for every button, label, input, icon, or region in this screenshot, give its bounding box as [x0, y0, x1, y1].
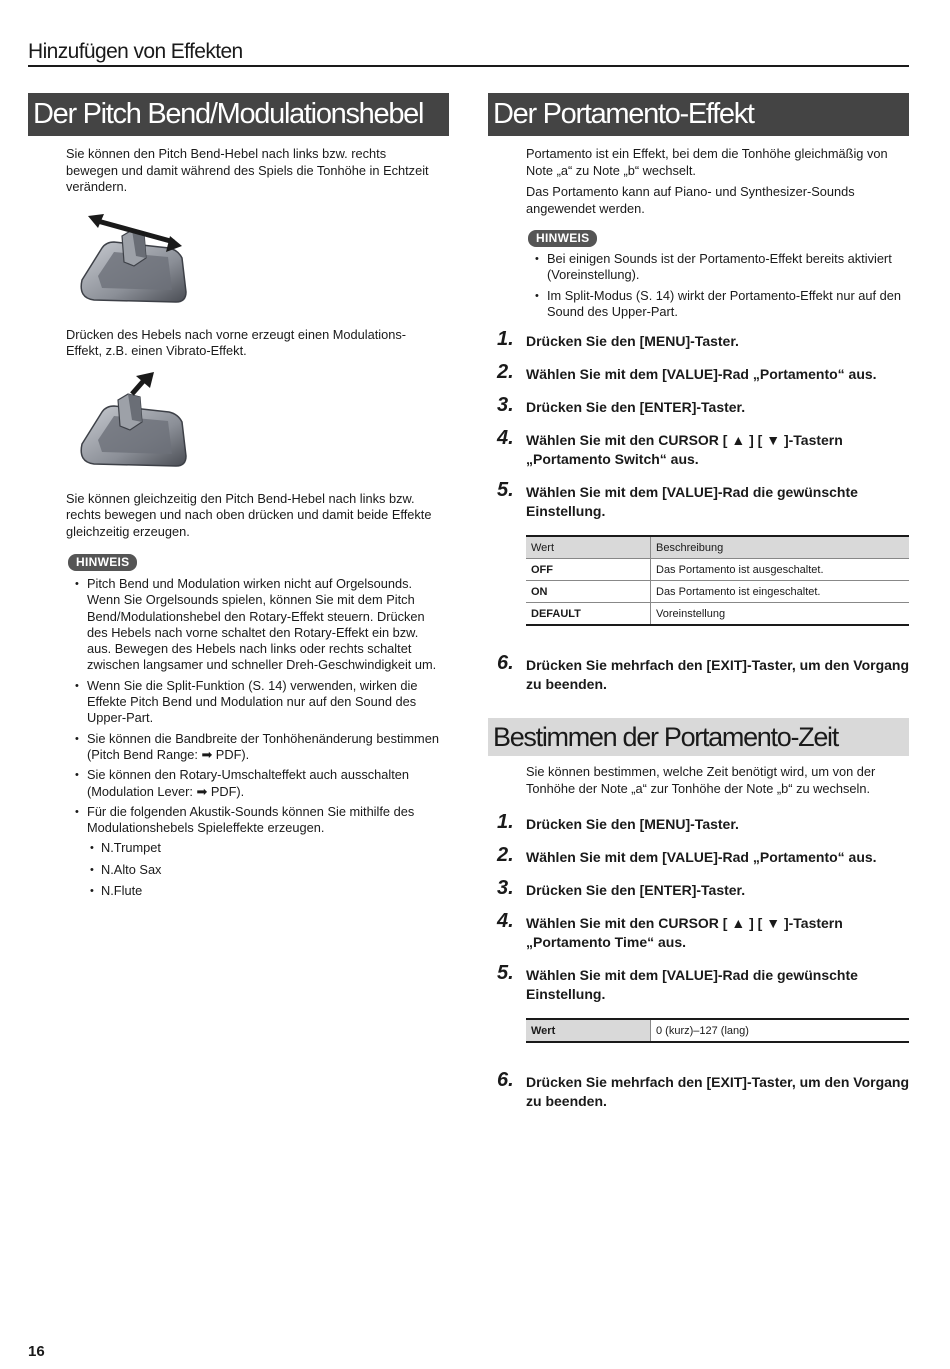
note-block-portamento — [488, 229, 909, 320]
portamento-time-intro: Sie können bestimmen, welche Zeit benötigt wird, um von der Tonhöhe der Note „a“ zur Tonhöhe der Note „b“ zu wechseln. — [526, 764, 876, 796]
lever-push-illustration — [74, 372, 194, 472]
step-item: 2. Wählen Sie mit dem [VALUE]-Rad „Portamento“ aus. — [497, 844, 877, 867]
step-item: 1. Drücken Sie den [MENU]-Taster. — [497, 328, 739, 351]
list-item: • Für die folgenden Akustik-Sounds können Sie mithilfe des Modulationshebels Spieleffekte erzeugen. — [68, 804, 441, 837]
section-title-portamento: Der Portamento-Effekt — [488, 93, 909, 136]
portamento-applicability: Das Portamento kann auf Piano- und Synthesizer-Sounds angewendet werden. — [526, 184, 855, 216]
list-item: • N.Trumpet — [68, 840, 449, 856]
table-header-row — [526, 536, 909, 559]
table-header: Wert — [526, 536, 651, 559]
step-item: 6. Drücken Sie mehrfach den [EXIT]-Taster, um den Vorgang zu beenden. — [497, 652, 910, 693]
list-item: • Sie können den Rotary-Umschalteffekt auch ausschalten (Modulation Lever: ➡ PDF). — [68, 767, 441, 800]
list-item: • Wenn Sie die Split-Funktion (S. 14) verwenden, wirken die Effekte Pitch Bend und Modulation nur auf den Sound des Upper-Part. — [68, 678, 441, 727]
step-item: 3. Drücken Sie den [ENTER]-Taster. — [497, 877, 746, 900]
page-header — [28, 40, 909, 67]
list-item: • N.Flute — [68, 883, 449, 899]
step-item: 2. Wählen Sie mit dem [VALUE]-Rad „Portamento“ aus. — [497, 361, 877, 384]
table-header: Beschreibung — [651, 536, 910, 559]
step-item: 5. Wählen Sie mit dem [VALUE]-Rad die gewünschte Einstellung. — [497, 479, 858, 520]
portamento-section — [488, 93, 909, 1125]
table-row: DEFAULT Voreinstellung — [526, 603, 909, 626]
lever-left-right-illustration — [74, 208, 194, 308]
table-value: 0 (kurz)–127 (lang) — [651, 1019, 910, 1042]
portamento-time-steps — [488, 811, 909, 1004]
modulation-description: Drücken des Hebels nach vorne erzeugt einen Modulations-Effekt, z.B. einen Vibrato-Effekt. — [66, 326, 407, 358]
note-badge: HINWEIS — [68, 554, 137, 571]
note-block-left — [28, 553, 449, 899]
sound-list — [68, 840, 449, 899]
combined-effects-description: Sie können gleichzeitig den Pitch Bend-Hebel nach links bzw. rechts bewegen und nach oben drücken und damit beide Effekte gleichzeitig erzeugen. — [66, 490, 432, 539]
table-label: Wert — [526, 1019, 651, 1042]
page-number: 16 — [28, 1343, 45, 1360]
table-row — [526, 1019, 909, 1042]
section-title-portamento-time: Bestimmen der Portamento-Zeit — [488, 718, 909, 756]
step-item: 4. Wählen Sie mit den CURSOR [ ▲ ] [ ▼ ]-Tastern „Portamento Time“ aus. — [497, 910, 843, 951]
pitch-bend-section — [28, 93, 449, 904]
step-item: 3. Drücken Sie den [ENTER]-Taster. — [497, 394, 746, 417]
list-item: • Sie können die Bandbreite der Tonhöhenänderung bestimmen (Pitch Bend Range: ➡ PDF). — [68, 731, 441, 764]
pitch-bend-intro: Sie können den Pitch Bend-Hebel nach links bzw. rechts bewegen und damit während des Spiels die Tonhöhe in Echtzeit verändern. — [66, 146, 429, 194]
step-item: 5. Wählen Sie mit dem [VALUE]-Rad die gewünschte Einstellung. — [497, 962, 858, 1003]
chapter-title: Hinzufügen von Effekten — [28, 40, 243, 63]
step-item: 4. Wählen Sie mit den CURSOR [ ▲ ] [ ▼ ]-Tastern „Portamento Switch“ aus. — [497, 427, 843, 468]
list-item: • Bei einigen Sounds ist der Portamento-Effekt bereits aktiviert (Voreinstellung). — [528, 251, 901, 284]
portamento-time-final-step — [488, 1069, 910, 1111]
list-item: • Im Split-Modus (S. 14) wirkt der Portamento-Effekt nur auf den Sound des Upper-Part. — [528, 288, 901, 321]
step-item: 1. Drücken Sie den [MENU]-Taster. — [497, 811, 739, 834]
portamento-steps — [488, 328, 909, 521]
portamento-time-table — [526, 1018, 909, 1043]
note-list — [528, 251, 909, 320]
portamento-switch-table — [526, 535, 909, 626]
portamento-intro: Portamento ist ein Effekt, bei dem die Tonhöhe gleichmäßig von Note „a“ zu Note „b“ wechselt. — [526, 146, 888, 178]
list-item: • Pitch Bend und Modulation wirken nicht auf Orgelsounds. Wenn Sie Orgelsounds spielen, können Sie mit dem Pitch Bend/Modulationshebel den Rotary-Effekt steuern. Drücken des Hebels nach vorne schaltet den Rotary-Effekt ein bzw. aus. Bewegen des Hebels nach links oder rechts schaltet zwischen langsamer und schneller Dreh-Geschwindigkeit um. — [68, 576, 441, 674]
table-row: ON Das Portamento ist eingeschaltet. — [526, 581, 909, 603]
portamento-final-step — [488, 652, 910, 694]
note-list — [68, 576, 449, 836]
list-item: • N.Alto Sax — [68, 862, 449, 878]
step-item: 6. Drücken Sie mehrfach den [EXIT]-Taster, um den Vorgang zu beenden. — [497, 1069, 910, 1110]
note-badge: HINWEIS — [528, 230, 597, 247]
section-title-pitch-bend: Der Pitch Bend/Modulationshebel — [28, 93, 449, 136]
table-row: OFF Das Portamento ist ausgeschaltet. — [526, 559, 909, 581]
